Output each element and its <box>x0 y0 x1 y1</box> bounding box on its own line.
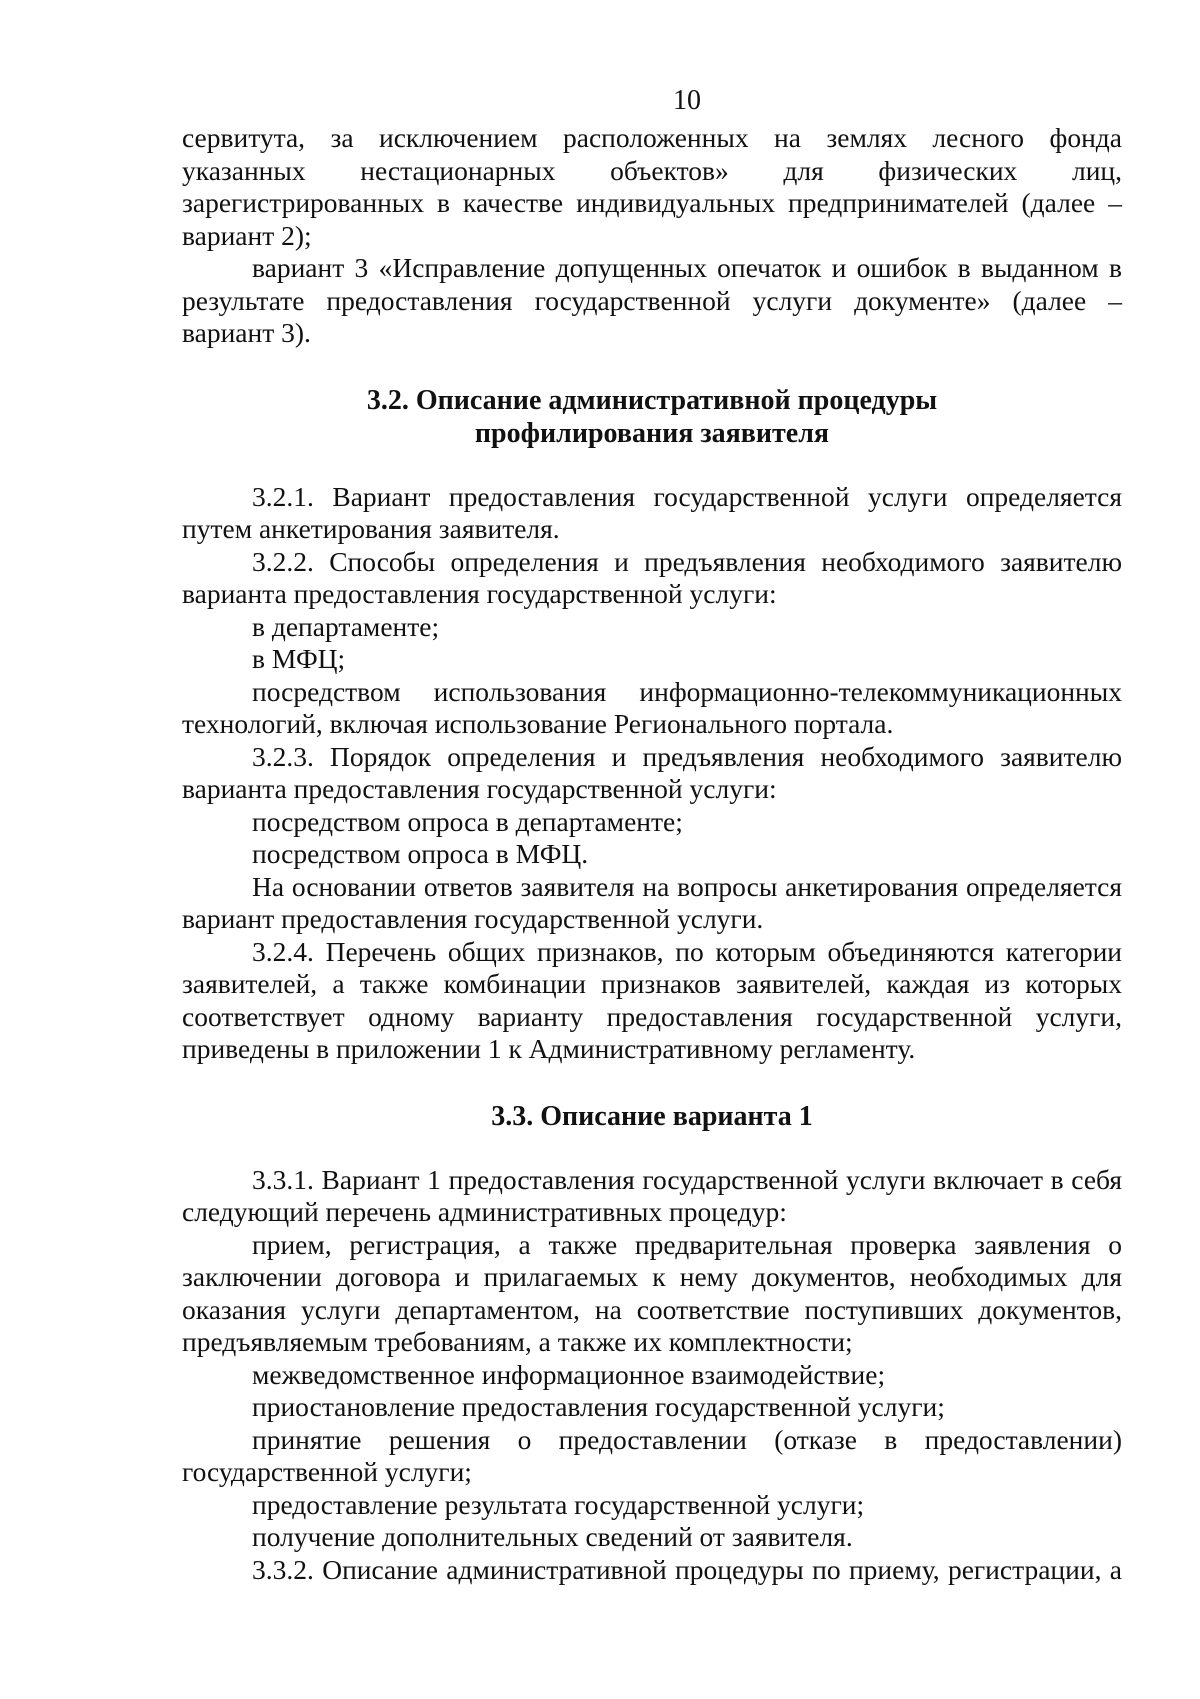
section-heading-3-2-line2: профилирования заявителя <box>474 417 830 449</box>
section-heading-3-2-line1: 3.2. Описание административной процедуры <box>366 384 938 416</box>
paragraph-3-2-4: 3.2.4. Перечень общих признаков, по которым объединяются категории заявителей, а также комбинации признаков заявителей, каждая из которых соответствует одному варианту предоставления государственной услуги, приведены в приложении 1 к Административному регламенту. <box>182 935 1122 1064</box>
list-item: посредством использования информационно-телекоммуникационных технологий, включая использование Регионального портала. <box>182 675 1122 739</box>
paragraph-variant-3: вариант 3 «Исправление допущенных опечаток и ошибок в выданном в результате предоставления государственной услуги документе» (далее – вариант 3). <box>182 252 1122 348</box>
list-item: в департаменте; <box>252 610 440 642</box>
paragraph-continuation: сервитута, за исключением расположенных на землях лесного фонда указанных нестационарных объектов» для физических лиц, зарегистрированных в качестве индивидуальных предпринимателей (далее – вариант 2); <box>182 122 1122 251</box>
list-item: в МФЦ; <box>252 643 346 674</box>
section-heading-3-3: 3.3. Описание варианта 1 <box>491 1100 813 1132</box>
list-item: принятие решения о предоставлении (отказе в предоставлении) государственной услуги; <box>182 1423 1122 1487</box>
paragraph-3-2-1: 3.2.1. Вариант предоставления государственной услуги определяется путем анкетирования заявителя. <box>182 480 1122 544</box>
paragraph-3-3-2: 3.3.2. Описание административной процедуры по приему, регистрации, а <box>252 1553 1122 1585</box>
spacer <box>182 350 1122 384</box>
list-item: межведомственное информационное взаимодействие; <box>252 1358 886 1390</box>
list-item: получение дополнительных сведений от заявителя. <box>252 1521 853 1552</box>
list-item: посредством опроса в департаменте; <box>252 805 683 837</box>
paragraph-3-2-3: 3.2.3. Порядок определения и предъявления необходимого заявителю варианта предоставления государственной услуги: <box>182 740 1122 804</box>
list-item: посредством опроса в МФЦ. <box>252 838 589 869</box>
paragraph-3-2-2: 3.2.2. Способы определения и предъявления необходимого заявителю варианта предоставления государственной услуги: <box>182 545 1122 609</box>
list-item: прием, регистрация, а также предварительная проверка заявления о заключении договора и прилагаемых к нему документов, необходимых для оказания услуги департаментом, на соответствие поступивших документов, предъявляемым требованиям, а также их комплектности; <box>182 1228 1122 1357</box>
list-item: предоставление результата государственной услуги; <box>252 1488 865 1520</box>
spacer <box>182 1133 1122 1164</box>
paragraph-questionnaire: На основании ответов заявителя на вопросы анкетирования определяется вариант предоставления государственной услуги. <box>182 870 1122 934</box>
list-item: приостановление предоставления государственной услуги; <box>252 1391 945 1422</box>
page-number: 10 <box>673 85 701 116</box>
spacer <box>182 450 1122 481</box>
spacer <box>182 1066 1122 1100</box>
paragraph-3-3-1: 3.3.1. Вариант 1 предоставления государственной услуги включает в себя следующий перечень административных процедур: <box>182 1163 1122 1227</box>
